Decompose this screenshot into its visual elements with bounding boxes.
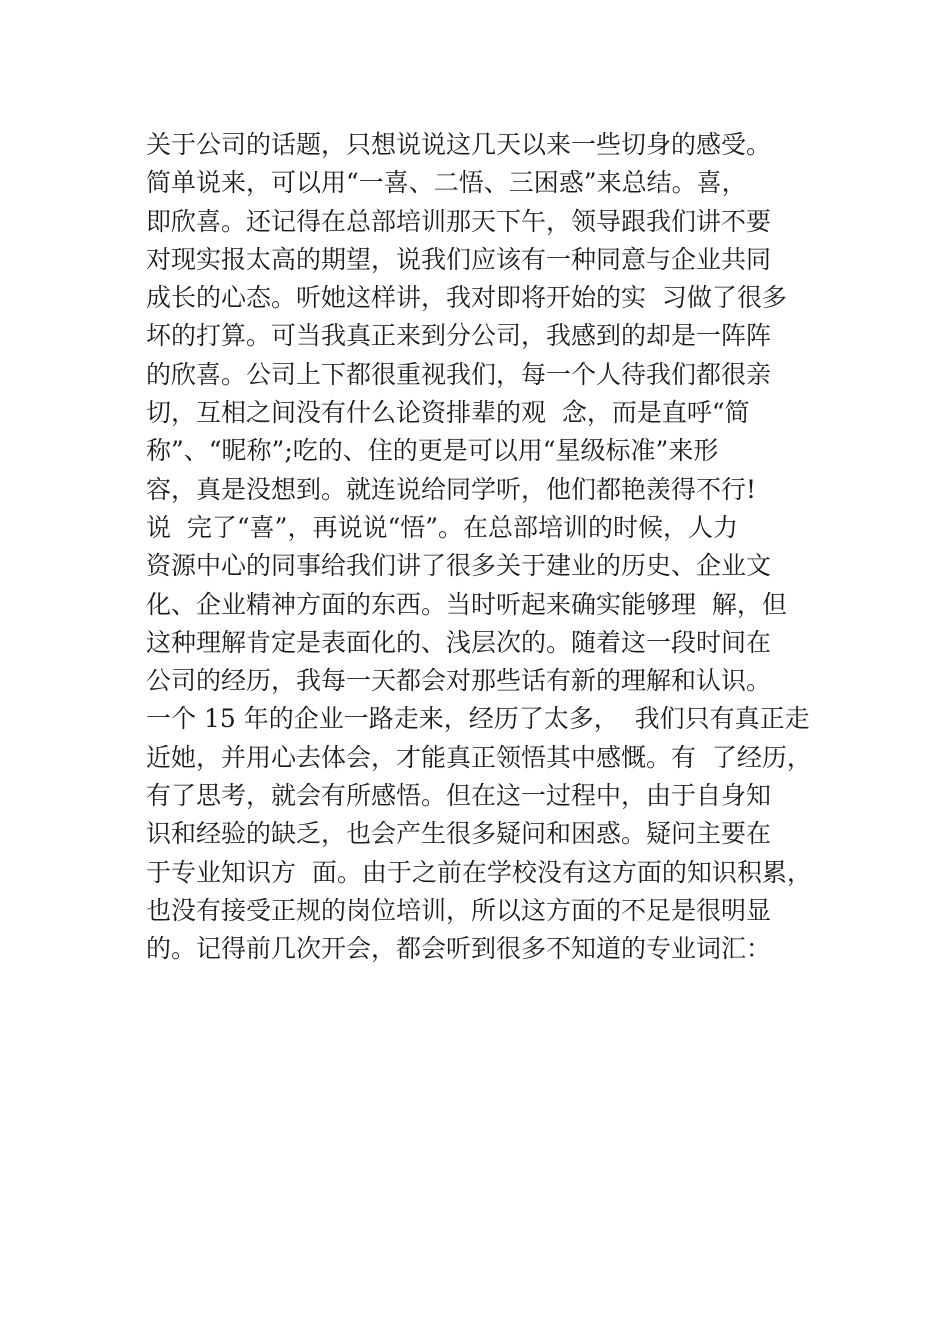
text-line: 成长的心态。听她这样讲，我对即将开始的实 习做了很多: [146, 283, 787, 313]
text-line: 资源中心的同事给我们讲了很多关于建业的历史、企业文: [146, 551, 772, 581]
text-line: 的欣喜。公司上下都很重视我们，每一个人待我们都很亲: [146, 359, 772, 389]
text-line: 称”、“昵称”;吃的、住的更是可以用“星级标准”来形: [146, 436, 719, 466]
text-line: 切，互相之间没有什么论资排辈的观 念，而是直呼“简: [146, 398, 750, 428]
text-line: 的。记得前几次开会，都会听到很多不知道的专业词汇：: [146, 934, 772, 964]
text-line: 即欣喜。还记得在总部培训那天下午，领导跟我们讲不要: [146, 206, 772, 236]
text-line: 识和经验的缺乏，也会产生很多疑问和困惑。疑问主要在: [146, 819, 772, 849]
text-line: 近她，并用心去体会，才能真正领悟其中感慨。有 了经历，: [146, 742, 812, 772]
text-line: 简单说来，可以用“一喜、二悟、三困惑”来总结。喜，: [146, 168, 747, 198]
text-line: 化、企业精神方面的东西。当时听起来确实能够理 解，但: [146, 589, 787, 619]
text-line: 坏的打算。可当我真正来到分公司，我感到的却是一阵阵: [146, 321, 772, 351]
text-line: 关于公司的话题，只想说说这几天以来一些切身的感受。: [146, 130, 772, 159]
text-line: 说 完了“喜”，再说说“悟”。在总部培训的时候，人力: [146, 512, 739, 542]
text-line: 容，真是没想到。就连说给同学听，他们都艳羡得不行!: [146, 474, 757, 504]
text-line: 也没有接受正规的岗位培训，所以这方面的不足是很明显: [146, 895, 772, 925]
text-line: 有了思考，就会有所感悟。但在这一过程中，由于自身知: [146, 781, 772, 811]
text-line: 这种理解肯定是表面化的、浅层次的。随着这一段时间在: [146, 627, 772, 657]
body-text: [146, 126, 846, 969]
text-line: 于专业知识方 面。由于之前在学校没有这方面的知识积累，: [146, 857, 812, 887]
text-line: 一个 15 年的企业一路走来，经历了太多， 我们只有真正走: [146, 704, 810, 734]
text-line: 公司的经历，我每一天都会对那些话有新的理解和认识。: [146, 666, 772, 696]
text-line: 对现实报太高的期望，说我们应该有一种同意与企业共同: [146, 244, 772, 274]
